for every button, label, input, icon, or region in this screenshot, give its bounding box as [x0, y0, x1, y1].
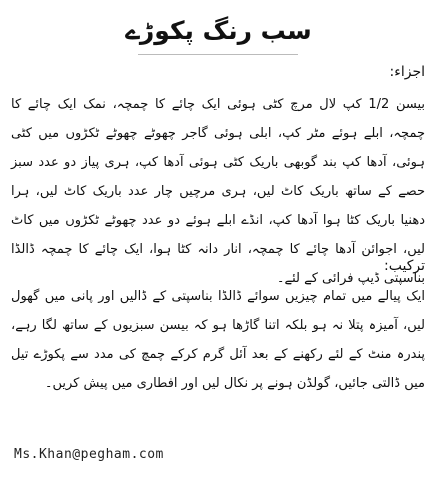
ingredients-paragraph: بیسن 1/2 کپ لال مرچ کٹی ہوئی ایک چائے کا چمچہ، نمک ایک چائے کا چمچہ، ابلے ہوئے مٹر کپ، ابلی ہوئی گاجر چھوٹے چھوٹے ٹکڑوں میں کٹی ہوئی، آدھا کپ بند گوبھی باریک کٹی ہوئی آدھا کپ، ہری پیاز دو عدد سبز حصے کے ساتھ باریک کاٹ لیں، ہری مرچیں چار عدد باریک کاٹ لیں، ہرا دھنیا باریک کٹا ہوا آدھا کپ، انڈے ابلے ہوئے دو عدد چھوٹے ٹکڑوں میں کاٹ لیں، اجوائن آدھا چائے کا چمچہ، انار دانہ کٹا ہوا، ایک چائے کا چمچہ ڈالڈا بناسپتی ڈیپ فرائی کے لئے۔	[11, 97, 425, 286]
method-paragraph: ایک پیالے میں تمام چیزیں سوائے ڈالڈا بناسپتی کے ڈالیں اور پانی میں گھول لیں، آمیزہ پتلا نہ ہو بلکہ اتنا گاڑھا ہو کہ بیسن سبزیوں کے ساتھ لگا رہے، پندرہ منٹ کے لئے رکھنے کے بعد آئل گرم کرکے چمچ کی مدد سے پکوڑے تیل میں ڈالتی جائیں، گولڈن ہونے پر نکال لیں اور افطاری میں پیش کریں۔	[11, 289, 425, 391]
ingredients-heading: اجزاء:	[389, 64, 425, 80]
author-signature: Ms.Khan@pegham.com	[14, 447, 164, 462]
recipe-title: سب رنگ پکوڑے	[125, 16, 312, 45]
title-underline	[138, 54, 298, 55]
method-heading: ترکیب:	[384, 258, 425, 274]
